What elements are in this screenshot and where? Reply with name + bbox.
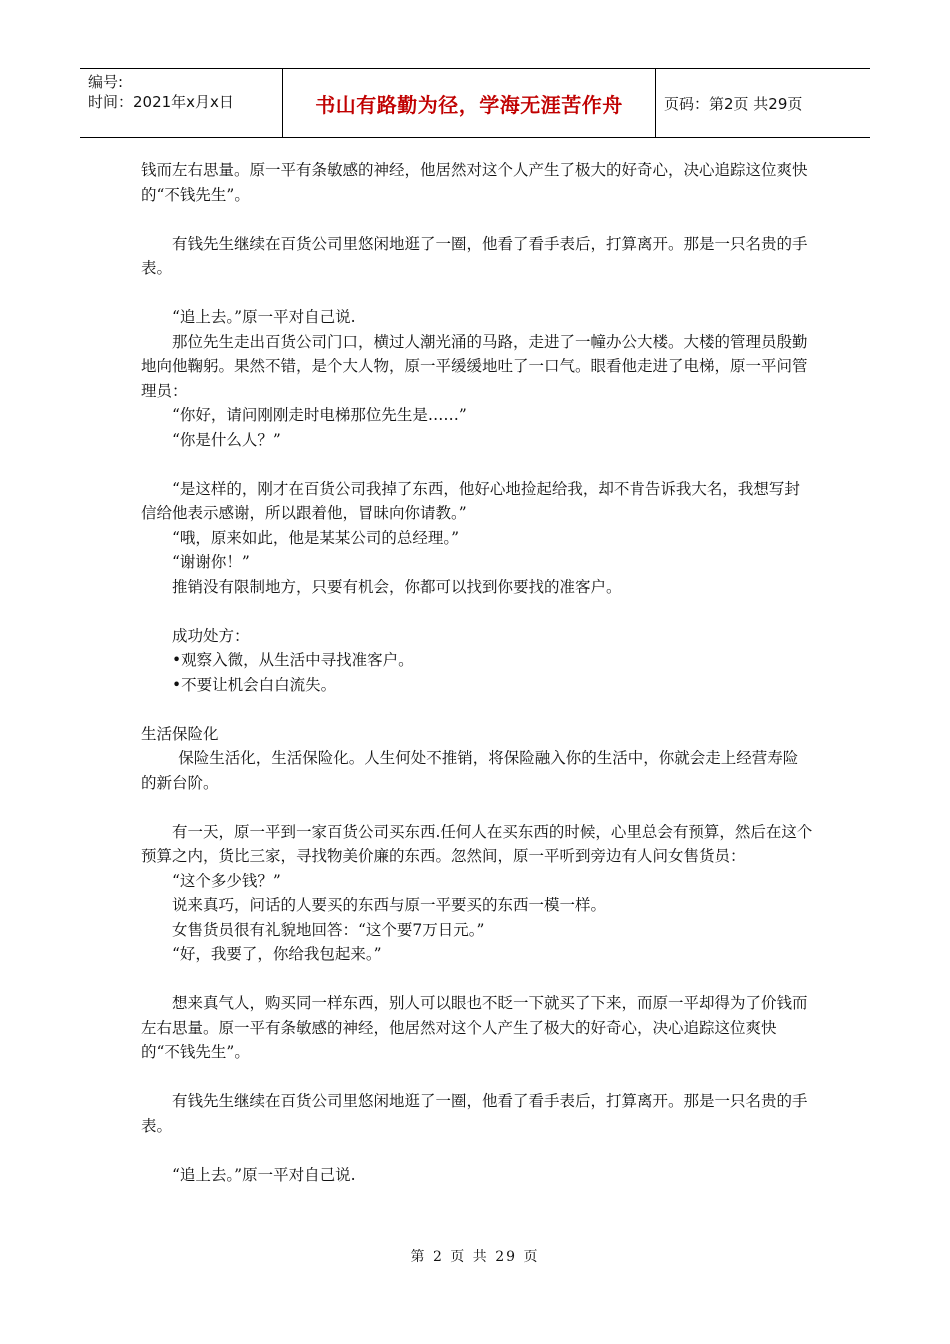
paragraph: “你好，请问刚刚走时电梯那位先生是……”	[172, 406, 467, 424]
page-header	[80, 68, 870, 138]
paragraph: “你是什么人？”	[172, 430, 281, 449]
paragraph-gap	[141, 795, 813, 820]
paragraph: 保险生活化，生活保险化。人生何处不推销，将保险融入你的生活中，你就会走上经营寿险的新台阶。	[141, 749, 799, 792]
date-line: 时间：2021年x月x日	[88, 93, 234, 111]
header-motto-cell	[283, 69, 656, 137]
paragraph: “好，我要了，你给我包起来。”	[172, 945, 382, 963]
page-info: 页码：第2页 共29页	[664, 94, 803, 113]
header-meta	[80, 69, 283, 137]
paragraph-gap	[141, 281, 813, 306]
paragraph: 推销没有限制地方，只要有机会，你都可以找到你要找的准客户。	[172, 577, 622, 596]
paragraph: 有一天，原一平到一家百货公司买东西.任何人在买东西的时候，心里总会有预算，然后在这个预算之内，货比三家，寻找物美价廉的东西。忽然间，原一平听到旁边有人问女售货员：	[141, 822, 813, 865]
paragraph-gap	[141, 697, 813, 722]
paragraph: “这个多少钱？”	[172, 871, 281, 890]
header-page-cell	[656, 69, 870, 137]
code-label: 编号:	[88, 73, 124, 91]
paragraph: 那位先生走出百货公司门口，横过人潮光涌的马路，走进了一幢办公大楼。大楼的管理员殷勤地向他鞠躬。果然不错，是个大人物，原一平缓缓地吐了一口气。眼看他走进了电梯，原一平问管理员：	[141, 332, 808, 400]
footer-page-number: 第 2 页 共 29 页	[410, 1249, 540, 1265]
paragraph-gap	[141, 1138, 813, 1163]
paragraph: 钱而左右思量。原一平有条敏感的神经，他居然对这个人产生了极大的好奇心，决心追踪这位爽快的“不钱先生”。	[141, 161, 808, 204]
paragraph-gap	[141, 599, 813, 624]
paragraph: “是这样的，刚才在百货公司我掉了东西，他好心地捡起给我，却不肯告诉我大名，我想写封信给他表示感谢，所以跟着他，冒昧向你请教。”	[141, 479, 800, 522]
paragraph: “追上去。”原一平对自己说.	[172, 1165, 356, 1184]
paragraph: 生活保险化	[141, 724, 219, 743]
paragraph: 有钱先生继续在百货公司里悠闲地逛了一圈，他看了看手表后，打算离开。那是一只名贵的手表。	[141, 234, 808, 277]
paragraph: •观察入微，从生活中寻找准客户。	[172, 651, 414, 669]
paragraph: “追上去。”原一平对自己说.	[172, 308, 356, 326]
paragraph-gap	[141, 207, 813, 232]
page-footer	[0, 1246, 950, 1266]
paragraph-gap	[141, 967, 813, 992]
paragraph: “哦，原来如此，他是某某公司的总经理。”	[172, 528, 460, 547]
paragraph: •不要让机会白白流失。	[172, 675, 337, 694]
document-body	[141, 158, 813, 1187]
paragraph-gap	[141, 1065, 813, 1090]
paragraph: 成功处方：	[172, 626, 250, 645]
motto-text: 书山有路勤为径，学海无涯苦作舟	[315, 92, 623, 117]
paragraph: “谢谢你！”	[172, 553, 250, 571]
paragraph-gap	[141, 452, 813, 477]
paragraph: 说来真巧，问话的人要买的东西与原一平要买的东西一模一样。	[172, 896, 607, 914]
paragraph: 有钱先生继续在百货公司里悠闲地逛了一圈，他看了看手表后，打算离开。那是一只名贵的手表。	[141, 1092, 808, 1135]
paragraph: 女售货员很有礼貌地回答：“这个要7万日元。”	[172, 920, 485, 939]
paragraph: 想来真气人，购买同一样东西，别人可以眼也不眨一下就买了下来，而原一平却得为了价钱而左右思量。原一平有条敏感的神经，他居然对这个人产生了极大的好奇心，决心追踪这位爽快的“不钱先生”。	[141, 994, 808, 1061]
